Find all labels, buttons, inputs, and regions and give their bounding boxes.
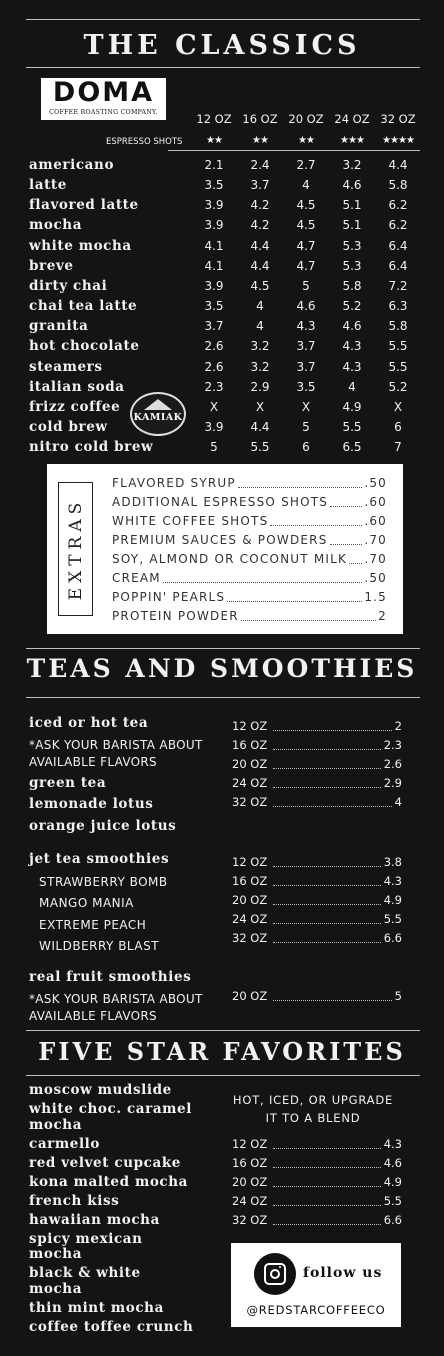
extras-item-price: .60: [364, 514, 387, 528]
favorite-item: red velvet cupcake: [29, 1154, 181, 1171]
size-label: 12 OZ: [232, 1137, 268, 1151]
menu-item-name: latte: [29, 177, 67, 194]
price-value: 2: [394, 719, 402, 733]
dotted-leader: [349, 550, 362, 564]
menu-item-name: cold brew: [29, 418, 108, 435]
menu-item-price: 4.3: [342, 339, 362, 354]
menu-item-price: 3.9: [204, 278, 224, 293]
menu-item-price: 3.5: [296, 379, 316, 394]
dotted-leader: [273, 929, 381, 943]
menu-item-price: 4.9: [342, 399, 362, 414]
menu-item-price: 2.6: [204, 339, 224, 354]
menu-item-price: 6.2: [388, 198, 408, 213]
size-price-row: [232, 853, 402, 871]
extras-item-price: 2: [378, 609, 387, 623]
extras-item-name: ADDITIONAL ESPRESSO SHOTS: [112, 495, 329, 509]
menu-item-price: 6.4: [388, 238, 408, 253]
menu-item-name: steamers: [29, 358, 103, 375]
menu-item-name: flavored latte: [29, 197, 139, 214]
price-value: 4.6: [383, 1156, 402, 1170]
menu-item-price: 4: [256, 299, 264, 313]
menu-item-price: 4.3: [342, 359, 362, 374]
dotted-leader: [273, 987, 392, 1001]
follow-us-label: follow us: [303, 1265, 383, 1281]
menu-item-price: 4.5: [296, 218, 316, 233]
dotted-leader: [273, 1154, 381, 1168]
size-label: 12 OZ: [232, 855, 268, 869]
size-price-row: [232, 1154, 402, 1172]
extras-item-name: WHITE COFFEE SHOTS: [112, 514, 269, 528]
price-value: 4.3: [383, 1137, 402, 1151]
menu-item-price: 4: [302, 178, 310, 193]
dotted-leader: [273, 1173, 381, 1187]
dotted-leader: [273, 793, 392, 807]
favorite-item: kona malted mocha: [29, 1173, 189, 1190]
menu-item-price: 5.3: [342, 238, 362, 253]
menu-item-name: italian soda: [29, 378, 125, 395]
menu-item-price: 5.5: [342, 419, 362, 434]
menu-item-price: 5: [302, 278, 310, 293]
extras-item-price: .70: [364, 533, 387, 547]
size-price-row: [232, 910, 402, 928]
doma-logo: [41, 78, 166, 120]
doma-logo-tagline: COFFEE ROASTING COMPANY.: [49, 109, 158, 116]
size-price-row: [232, 929, 402, 947]
size-label: 16 OZ: [232, 738, 268, 752]
menu-item-name: white mocha: [29, 237, 132, 254]
tea-item: orange juice lotus: [29, 818, 177, 834]
jet-tea-smoothies-title: jet tea smoothies: [29, 851, 170, 867]
menu-item-price: 4.1: [204, 258, 224, 273]
price-value: 5: [394, 989, 402, 1003]
size-label: 24 OZ: [232, 1194, 268, 1208]
real-fruit-smoothies-title: real fruit smoothies: [29, 969, 192, 985]
smoothie-flavor: EXTREME PEACH: [39, 917, 147, 932]
favorite-item: spicy mexican: [29, 1230, 143, 1247]
menu-item-price: 6.3: [388, 299, 408, 313]
smoothie-flavor: STRAWBERRY BOMB: [39, 875, 168, 889]
dotted-leader: [273, 872, 381, 886]
extras-item-name: POPPIN' PEARLS: [112, 590, 226, 604]
favorites-top-rule: [26, 1030, 420, 1031]
size-price-row: [232, 755, 402, 773]
menu-item-price: 4: [348, 379, 356, 394]
size-label: 16 OZ: [232, 1156, 268, 1170]
favorite-item: carmello: [29, 1135, 101, 1152]
menu-item-price: 2.4: [250, 158, 270, 172]
extras-item-price: .60: [364, 495, 387, 509]
menu-item-price: 5.8: [388, 319, 408, 334]
dotted-leader: [238, 474, 362, 488]
size-price-row: [232, 1173, 402, 1191]
menu-item-price: 7: [394, 440, 402, 455]
dotted-leader: [163, 569, 362, 583]
menu-item-price: X: [209, 399, 219, 414]
price-value: 2.9: [383, 776, 402, 790]
menu-item-price: 4.7: [296, 258, 316, 273]
extras-item: [112, 569, 387, 588]
menu-item-price: 5.2: [388, 379, 408, 394]
menu-item-price: 5.5: [250, 440, 270, 455]
extras-item-name: PREMIUM SAUCES & POWDERS: [112, 533, 328, 547]
price-value: 5.5: [383, 912, 402, 926]
size-price-row: [232, 1192, 402, 1210]
menu-item-price: 6: [394, 419, 402, 434]
menu-item-price: 4.4: [250, 238, 270, 253]
menu-item-price: 3.7: [250, 178, 270, 193]
dotted-leader: [330, 531, 363, 545]
menu-item-price: 2.1: [204, 158, 224, 172]
size-label: 20 OZ: [232, 893, 268, 907]
menu-item-price: 5.1: [342, 218, 362, 233]
menu-item-price: 3.7: [204, 319, 224, 334]
top-rule: [26, 19, 420, 20]
extras-item: [112, 474, 387, 493]
favorite-item: mocha: [29, 1280, 83, 1297]
price-value: 5.5: [383, 1194, 402, 1208]
favorite-item: hawaiian mocha: [29, 1211, 160, 1228]
dotted-leader: [273, 717, 392, 731]
extras-title: EXTRAS: [65, 497, 86, 601]
menu-item-price: 4.6: [342, 178, 362, 193]
kamiak-badge-text: KAMIAK: [133, 412, 183, 423]
extras-item: [112, 493, 387, 512]
size-label: 24 OZ: [232, 776, 268, 790]
extras-item-price: .70: [364, 552, 387, 566]
favorites-title-rule: [26, 1075, 420, 1076]
size-header: 24 OZ: [334, 112, 370, 126]
menu-item-price: 5: [210, 440, 218, 455]
size-header: 16 OZ: [242, 112, 278, 126]
extras-item-price: .50: [364, 476, 387, 490]
teas-title: TEAS AND SMOOTHIES: [26, 654, 418, 683]
menu-item-price: 4.7: [296, 238, 316, 253]
menu-item-price: 4.2: [250, 198, 270, 213]
smoothie-flavor: WILDBERRY BLAST: [39, 938, 160, 953]
size-label: 16 OZ: [232, 874, 268, 888]
favorite-item: coffee toffee crunch: [29, 1318, 194, 1335]
menu-item-price: 3.9: [204, 198, 224, 213]
menu-item-price: 4.5: [250, 278, 270, 293]
classics-title-rule: [26, 67, 420, 68]
extras-item: [112, 531, 387, 550]
menu-item-price: 3.7: [296, 339, 316, 354]
menu-item-price: 6: [302, 440, 310, 455]
menu-item-price: 4.2: [250, 218, 270, 233]
size-label: 32 OZ: [232, 1213, 268, 1227]
menu-item-name: dirty chai: [29, 277, 108, 294]
extras-item-name: CREAM: [112, 571, 161, 585]
size-label: 20 OZ: [232, 757, 268, 771]
size-price-row: [232, 793, 402, 811]
favorite-item: thin mint mocha: [29, 1299, 164, 1316]
dotted-leader: [273, 736, 381, 750]
menu-item-price: 4.4: [388, 158, 408, 172]
size-label: 32 OZ: [232, 795, 268, 809]
menu-item-name: hot chocolate: [29, 338, 140, 355]
shot-stars: ★★★: [340, 135, 364, 146]
size-price-row: [232, 891, 402, 909]
teas-top-rule: [26, 648, 420, 649]
shots-underline: [168, 150, 420, 151]
menu-item-price: 4.4: [250, 419, 270, 434]
price-value: 6.6: [383, 931, 402, 945]
shot-stars: ★★: [252, 135, 268, 146]
size-header: 12 OZ: [196, 112, 232, 126]
menu-item-price: 2.3: [204, 379, 224, 394]
menu-item-price: 3.5: [204, 299, 224, 313]
menu-item-price: X: [255, 399, 265, 414]
menu-item-price: 6.5: [342, 440, 362, 455]
social-panel[interactable]: [231, 1243, 401, 1327]
teas-title-rule: [26, 697, 420, 698]
menu-item-price: 5.8: [342, 278, 362, 293]
extras-item: [112, 607, 387, 626]
menu-item-price: 4.1: [204, 238, 224, 253]
menu-item-name: nitro cold brew: [29, 439, 154, 456]
menu-item-price: 4.3: [296, 319, 316, 334]
instagram-icon[interactable]: [254, 1253, 296, 1295]
shot-stars: ★★: [206, 135, 222, 146]
menu-item-price: 5.5: [388, 339, 408, 354]
price-value: 4.9: [383, 1175, 402, 1189]
menu-item-price: X: [301, 399, 311, 414]
menu-item-price: 5.3: [342, 258, 362, 273]
size-label: 32 OZ: [232, 931, 268, 945]
size-label: 20 OZ: [232, 989, 268, 1003]
size-price-row: [232, 872, 402, 890]
size-label: 12 OZ: [232, 719, 268, 733]
real-fruit-note-1: *ASK YOUR BARISTA ABOUT: [29, 992, 203, 1006]
size-price-row: [232, 1211, 402, 1229]
espresso-shots-label: ESPRESSO SHOTS: [106, 137, 183, 147]
menu-item-price: 4: [256, 319, 264, 334]
menu-item-price: 3.5: [204, 178, 224, 193]
favorite-item: black & white: [29, 1265, 141, 1281]
favorites-note-2: IT TO A BLEND: [265, 1111, 361, 1125]
classics-title: THE CLASSICS: [83, 30, 361, 61]
extras-item-price: .50: [364, 571, 387, 585]
favorite-item: mocha: [29, 1246, 83, 1262]
menu-item-price: 2.9: [250, 379, 270, 394]
dotted-leader: [241, 607, 376, 621]
favorite-item: moscow mudslide: [29, 1082, 172, 1098]
menu-item-price: 4.5: [296, 198, 316, 213]
dotted-leader: [273, 1211, 381, 1225]
price-value: 4.3: [383, 874, 402, 888]
doma-logo-name: DOMA: [52, 77, 155, 108]
menu-item-price: 5.2: [342, 299, 362, 313]
menu-item-name: americano: [29, 157, 115, 173]
shot-stars: ★★: [298, 135, 314, 146]
real-fruit-note-2: AVAILABLE FLAVORS: [29, 1009, 157, 1023]
size-price-row: [232, 1135, 402, 1153]
menu-item-price: 3.2: [250, 339, 270, 354]
menu-item-price: 3.2: [250, 359, 270, 374]
size-header: 32 OZ: [380, 112, 416, 126]
dotted-leader: [330, 493, 362, 507]
kamiak-badge: [130, 392, 186, 436]
dotted-leader: [273, 774, 381, 788]
extras-item-name: FLAVORED SYRUP: [112, 476, 236, 490]
price-value: 2.3: [383, 738, 402, 752]
extras-item-name: SOY, ALMOND OR COCONUT MILK: [112, 552, 348, 566]
size-price-row: [232, 717, 402, 735]
dotted-leader: [273, 1192, 381, 1206]
smoothie-flavor: MANGO MANIA: [39, 896, 134, 911]
shot-stars: ★★★★: [382, 135, 414, 146]
size-price-row: [232, 774, 402, 792]
favorites-note-1: HOT, ICED, OR UPGRADE: [232, 1093, 394, 1107]
tea-note: AVAILABLE FLAVORS: [29, 755, 157, 769]
tea-item: lemonade lotus: [29, 796, 154, 812]
extras-item: [112, 512, 387, 531]
extras-item-name: PROTEIN POWDER: [112, 609, 239, 623]
dotted-leader: [273, 891, 381, 905]
menu-item-price: 3.2: [342, 158, 362, 172]
favorite-item: mocha: [29, 1116, 83, 1133]
dotted-leader: [227, 588, 362, 602]
tea-note: *ASK YOUR BARISTA ABOUT: [29, 738, 203, 752]
menu-item-price: 5.8: [388, 178, 408, 193]
favorite-item: white choc. caramel: [29, 1101, 192, 1117]
size-label: 20 OZ: [232, 1175, 268, 1189]
price-value: 3.8: [383, 855, 402, 869]
menu-item-name: mocha: [29, 217, 83, 234]
mountain-icon: [144, 399, 172, 410]
extras-item-price: 1.5: [364, 590, 387, 604]
menu-item-price: X: [393, 399, 403, 414]
menu-item-price: 3.9: [204, 218, 224, 233]
menu-item-price: 6.4: [388, 258, 408, 273]
menu-item-price: 2.6: [204, 359, 224, 374]
price-value: 4: [394, 795, 402, 809]
price-value: 6.6: [383, 1213, 402, 1227]
menu-item-price: 7.2: [388, 278, 408, 293]
extras-item: [112, 588, 387, 607]
menu-item-price: 3.7: [296, 359, 316, 374]
menu-item-name: chai tea latte: [29, 298, 138, 314]
social-handle[interactable]: @REDSTARCOFFEECO: [246, 1303, 386, 1317]
menu-item-price: 3.9: [204, 419, 224, 434]
tea-item: green tea: [29, 775, 107, 791]
menu-item-price: 5.5: [388, 359, 408, 374]
extras-panel: [47, 464, 403, 634]
menu-item-name: granita: [29, 318, 89, 335]
dotted-leader: [273, 910, 381, 924]
size-label: 24 OZ: [232, 912, 268, 926]
dotted-leader: [270, 512, 362, 526]
price-value: 4.9: [383, 893, 402, 907]
extras-item: [112, 550, 387, 569]
menu-item-price: 4.6: [342, 319, 362, 334]
extras-list: [112, 474, 387, 626]
dotted-leader: [273, 1135, 381, 1149]
menu-item-name: breve: [29, 257, 74, 274]
dotted-leader: [273, 755, 381, 769]
menu-item-price: 4.4: [250, 258, 270, 273]
menu-item-price: 4.6: [296, 299, 316, 313]
menu-item-price: 5: [302, 419, 310, 434]
extras-vertical-box: [58, 482, 93, 616]
menu-item-price: 2.7: [296, 158, 316, 172]
favorite-item: french kiss: [29, 1192, 120, 1209]
tea-item: iced or hot tea: [29, 715, 149, 731]
menu-item-price: 5.1: [342, 198, 362, 213]
favorites-title: FIVE STAR FAVORITES: [38, 1037, 406, 1066]
size-price-row: [232, 987, 402, 1005]
menu-item-price: 6.2: [388, 218, 408, 233]
menu-item-name: frizz coffee: [29, 398, 121, 415]
size-price-row: [232, 736, 402, 754]
size-header: 20 OZ: [288, 112, 324, 126]
price-value: 2.6: [383, 757, 402, 771]
dotted-leader: [273, 853, 381, 867]
